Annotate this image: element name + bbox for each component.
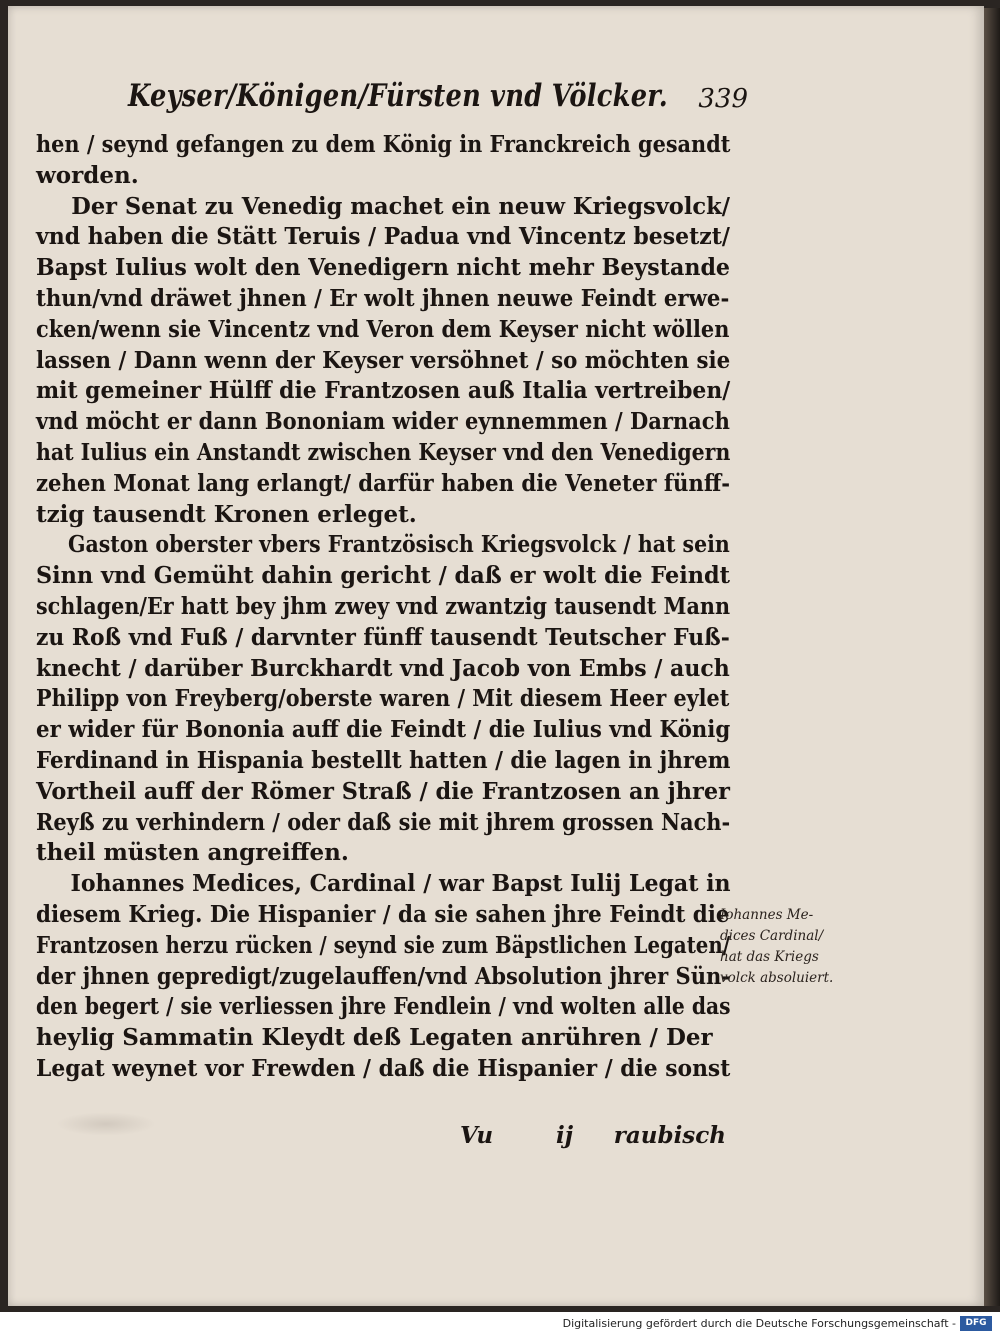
text-line: mit gemeiner Hülff die Frantzosen auß Italia vertreiben/ [36, 377, 731, 405]
text-line: Der Senat zu Venedig machet ein neuw Kriegsvolck/ [71, 192, 730, 220]
signature-mark: Vu [460, 1122, 494, 1149]
marginal-note-line: dices Cardinal/ [720, 928, 824, 944]
text-line: Vortheil auff der Römer Straß / die Frantzosen an jhrer [36, 777, 730, 805]
text-line: tzig tausendt Kronen erleget. [36, 500, 417, 528]
ink-bleed-mark [56, 1112, 156, 1136]
text-line: hen / seynd gefangen zu dem König in Franckreich gesandt [36, 131, 731, 158]
marginal-note-line: volck absoluiert. [720, 970, 834, 986]
text-line: Ferdinand in Hispania bestellt hatten / die lagen in jhrem [36, 746, 731, 774]
text-line: Iohannes Medices, Cardinal / war Bapst Iulij Legat in [70, 870, 731, 898]
text-line: der jhnen gepredigt/zugelauffen/vnd Absolution jhrer Sün- [36, 962, 731, 990]
marginal-note [720, 905, 870, 989]
catchline [460, 1122, 726, 1156]
text-line: zehen Monat lang erlangt/ darfür haben die Veneter fünff- [36, 469, 731, 497]
text-line: diesem Krieg. Die Hispanier / da sie sahen jhre Feindt die [36, 900, 730, 928]
text-line: Bapst Iulius wolt den Venedigern nicht mehr Beystande [36, 254, 731, 282]
text-line: den begert / sie verliessen jhre Fendlein / vnd wolten alle das [36, 993, 731, 1021]
text-line: thun/vnd dräwet jhnen / Er wolt jhnen neuwe Feindt erwe- [36, 284, 730, 312]
text-line: heylig Sammatin Kleydt deß Legaten anrühren / Der [36, 1024, 713, 1052]
text-line: theil müsten angreiffen. [36, 839, 349, 867]
body-text [36, 130, 730, 1085]
page-edge-shadow [984, 8, 1000, 1306]
footer-bar [0, 1312, 1000, 1336]
page-header [128, 78, 748, 124]
text-line: vnd möcht er dann Bononiam wider eynnemmen / Darnach [36, 408, 730, 436]
page-number: 339 [698, 84, 748, 114]
text-line: cken/wenn sie Vincentz vnd Veron dem Keyser nicht wöllen [36, 315, 730, 343]
marginal-note-line: hat das Kriegs [720, 949, 819, 965]
footer-credit: Digitalisierung gefördert durch die Deutsche Forschungsgemeinschaft - [562, 1317, 956, 1330]
text-line: Sinn vnd Gemüht dahin gericht / daß er wolt die Feindt [36, 562, 730, 590]
text-line: worden. [36, 161, 139, 189]
dfg-logo: DFG [960, 1316, 992, 1331]
text-line: Gaston oberster vbers Frantzösisch Kriegsvolck / hat sein [68, 531, 730, 559]
text-line: vnd haben die Stätt Teruis / Padua vnd Vincentz besetzt/ [36, 223, 730, 251]
text-line: hat Iulius ein Anstandt zwischen Keyser vnd den Venedigern [36, 438, 731, 466]
text-line: zu Roß vnd Fuß / darvnter fünff tausendt Teutscher Fuß- [36, 623, 730, 651]
signature-number: ij [556, 1122, 574, 1149]
text-line: Reyß zu verhindern / oder daß sie mit jhrem grossen Nach- [36, 808, 731, 836]
text-line: knecht / darüber Burckhardt vnd Jacob von Embs / auch [36, 654, 730, 682]
catchword: raubisch [613, 1122, 726, 1149]
text-line: er wider für Bononia auff die Feindt / die Iulius vnd König [36, 716, 731, 744]
text-line: Frantzosen herzu rücken / seynd sie zum Bäpstlichen Legaten/ [36, 931, 730, 959]
text-line: Legat weynet vor Frewden / daß die Hispanier / die sonst [36, 1054, 731, 1082]
text-line: schlagen/Er hatt bey jhm zwey vnd zwantzig tausendt Mann [36, 592, 731, 620]
text-line: lassen / Dann wenn der Keyser versöhnet / so möchten sie [36, 346, 731, 374]
marginal-note-line: Iohannes Me- [720, 907, 814, 923]
text-line: Philipp von Freyberg/oberste waren / Mit diesem Heer eylet [36, 685, 730, 713]
running-title: Keyser/Königen/Fürsten vnd Völcker. [128, 78, 668, 114]
